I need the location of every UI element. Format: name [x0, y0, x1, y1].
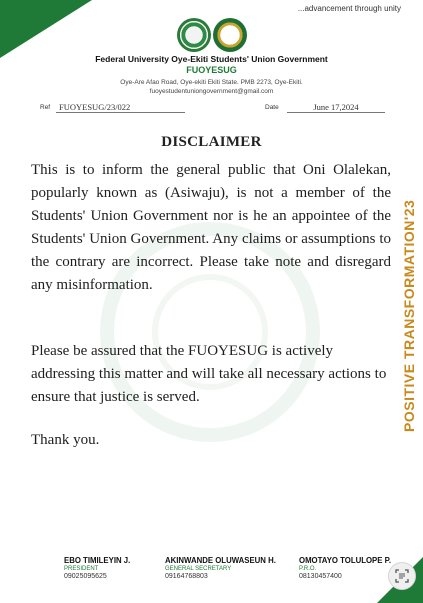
signatory-name: AKINWANDE OLUWASEUN H.: [165, 556, 276, 565]
closing-text: Thank you.: [31, 432, 100, 448]
email: fuoyestudentuniongovernment@gmail.com: [149, 88, 274, 95]
side-banner-text: POSITIVE TRANSFORMATION'23: [401, 199, 417, 432]
organization-abbreviation: FUOYESUG: [186, 65, 237, 75]
logos: [177, 18, 247, 52]
ref-value: FUOYESUG/23/022: [56, 102, 185, 113]
signatory-name: EBO TIMILEYIN J.: [64, 556, 131, 565]
scan-text-icon: [395, 569, 409, 583]
signatory-president: [64, 556, 130, 580]
date-value: June 17,2024: [287, 102, 385, 113]
date-label: Date: [265, 104, 279, 111]
signatory-name: OMOTAYO TOLULOPE P.: [299, 556, 391, 565]
signatory-pro: [299, 556, 391, 580]
signatory-role: PRESIDENT: [64, 566, 99, 572]
tagline: ...advancement through unity: [297, 4, 401, 13]
reference-row: [40, 102, 385, 114]
signatory-general-secretary: [165, 556, 276, 580]
organization-name: Federal University Oye-Ekiti Students' Union Government: [95, 54, 328, 64]
corner-decoration-top-left: [0, 0, 92, 58]
paragraph-2: Please be assured that the FUOYESUG is actively addressing this matter and will take all necessary actions to ensure that justice is served.: [31, 343, 387, 405]
union-logo: [213, 18, 247, 52]
signatory-role: P.R.O.: [299, 566, 317, 572]
signatory-role: GENERAL SECRETARY: [165, 566, 232, 572]
document-title: DISCLAIMER: [161, 134, 262, 150]
address: Oye-Are Afao Road, Oye-ekiti Ekiti State. PMB 2273, Oye-Ekiti.: [120, 79, 303, 86]
scan-text-button[interactable]: [388, 562, 416, 590]
paragraph-1: This is to inform the general public that Oni Olalekan, popularly known as (Asiwaju), is not a member of the Students' Union Government nor is he an appointee of the Students' Union Government. Any claims or assumptions to the contrary are incorrect. Please take note and disregard any misinformation.: [31, 162, 391, 293]
university-logo: [177, 18, 211, 52]
signatory-phone: 09164768803: [165, 573, 208, 580]
ref-label: Ref: [40, 104, 51, 111]
signatory-phone: 08130457400: [299, 573, 342, 580]
signatory-phone: 09025095625: [64, 573, 107, 580]
